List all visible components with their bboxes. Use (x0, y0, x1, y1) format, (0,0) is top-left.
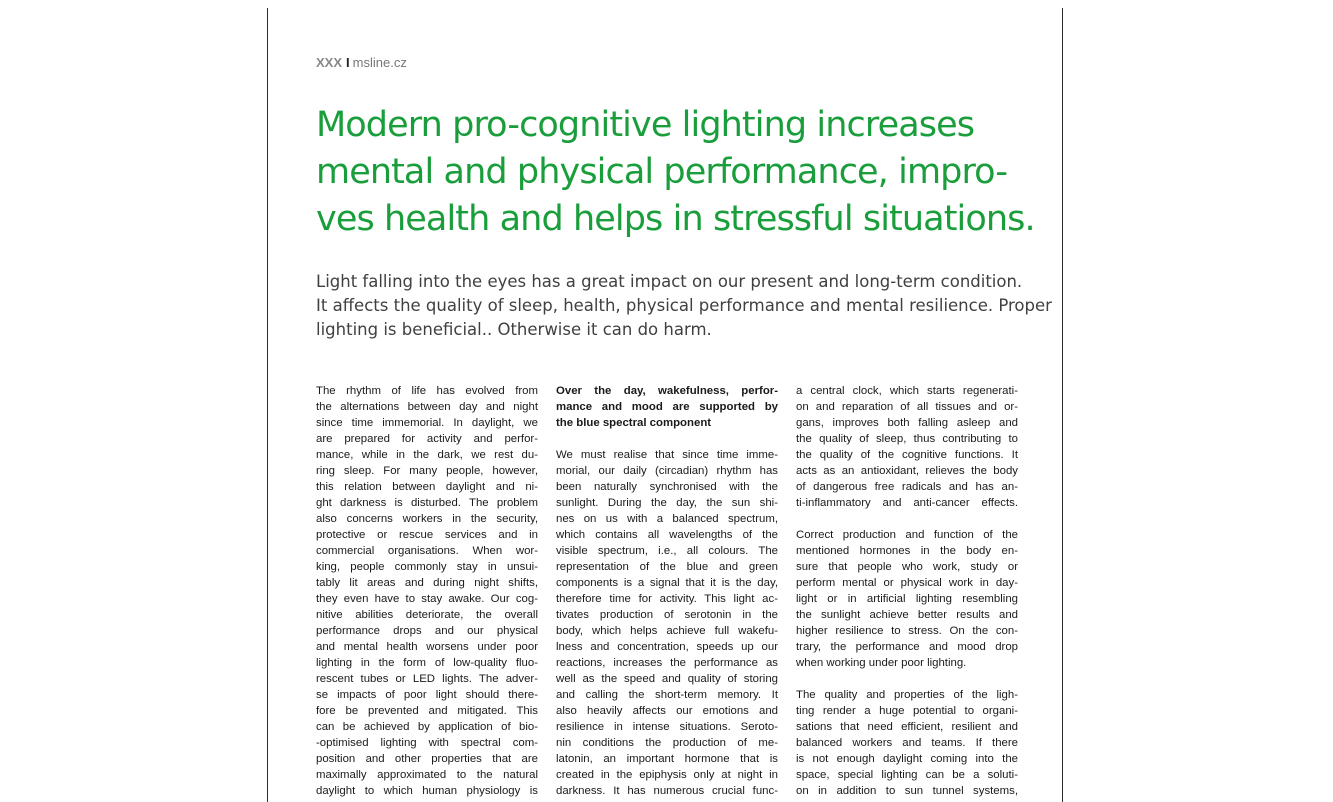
paragraph-gap (556, 431, 778, 447)
column-1-line: also concerns workers in the security, (316, 513, 538, 525)
column-1-line: tably lit areas and during night shifts, (316, 577, 538, 589)
column-2-line: reactions, increases the performance as (556, 657, 778, 669)
column-1-line: this relation between daylight and ni- (316, 481, 538, 493)
column-2-line: We must realise that since time imme- (556, 449, 778, 461)
column-3-line: perform mental or physical work in day- (796, 577, 1018, 589)
column-2-line: and calling the short-term memory. It (556, 689, 778, 701)
column-2-line: well as the speed and quality of storing (556, 673, 778, 685)
column-3-line: the quality of the cognitive functions. It (796, 449, 1018, 461)
column-3-line: a central clock, which starts regenerati- (796, 385, 1018, 397)
column-3-line: trary, the performance and mood drop (796, 641, 1018, 653)
column-1-line: The rhythm of life has evolved from (316, 385, 538, 397)
text-column-2 (556, 383, 778, 799)
column-3-line: Correct production and function of the (796, 529, 1018, 541)
column-1-line: performance drops and our physical (316, 625, 538, 637)
column-1-line: lighting in the form of low-quality fluo- (316, 657, 538, 669)
paragraph-gap (796, 511, 1018, 527)
column-1-line: are prepared for activity and perfor- (316, 433, 538, 445)
column-3-line: gans, improves both falling asleep and (796, 417, 1018, 429)
column-1-line: the alternations between day and night (316, 401, 538, 413)
column-2-line: darkness. It has numerous crucial func- (556, 785, 778, 797)
column-2-heading-line: the blue spectral component (556, 417, 712, 429)
column-3-line: on and reparation of all tissues and or- (796, 401, 1018, 413)
headline-line: Modern pro-cognitive lighting increases (316, 105, 975, 145)
header-separator: I (346, 55, 350, 70)
column-1-line: king, people commonly stay in unsui- (316, 561, 538, 573)
document-page (267, 8, 1063, 802)
column-2-line: morial, our daily (circadian) rhythm has (556, 465, 778, 477)
issue-code: XXX (316, 55, 343, 70)
lead-paragraph (316, 270, 1052, 342)
headline-line: mental and physical performance, impro- (316, 152, 1008, 192)
site-name: msline.cz (352, 55, 407, 70)
column-2-line: nes on us with a balanced spectrum, (556, 513, 778, 525)
column-2-heading-line: mance and mood are supported by (556, 401, 778, 413)
column-3-line: sations that need efficient, resilient and (796, 721, 1018, 733)
column-2-line: tivates production of serotonin in the (556, 609, 778, 621)
column-2-line: also heavily affects our emotions and (556, 705, 778, 717)
column-2-line: lness and concentration, speeds up our (556, 641, 778, 653)
column-3-line: The quality and properties of the ligh- (796, 689, 1018, 701)
column-3-line: ti-inflammatory and anti-cancer effects. (796, 497, 1018, 509)
column-3-line: the quality of sleep, thus contributing to (796, 433, 1018, 445)
column-3-line: space, special lighting can be a soluti- (796, 769, 1018, 781)
column-2-line: latonin, an important hormone that is (556, 753, 778, 765)
column-1-line: daylight to which human physiology is (316, 785, 538, 797)
text-column-1 (316, 383, 538, 799)
column-1-line: mance, while in the dark, we rest du- (316, 449, 538, 461)
column-1-line: can be achieved by application of bio- (316, 721, 538, 733)
column-3-line: the sunlight achieve better results and (796, 609, 1018, 621)
column-1-line: rescent tubes or LED lights. The adver- (316, 673, 538, 685)
column-1-line: -optimised lighting with spectral com- (316, 737, 538, 749)
column-3-line: ting render a huge potential to organi- (796, 705, 1018, 717)
column-1-line: position and other properties that are (316, 753, 538, 765)
column-3-line: when working under poor lighting. (796, 657, 967, 669)
headline-line: ves health and helps in stressful situations. (316, 199, 1035, 239)
column-2-line: created in the epiphysis only at night in (556, 769, 778, 781)
column-1-line: commercial organisations. When wor- (316, 545, 538, 557)
text-column-3 (796, 383, 1018, 799)
column-2-heading-line: Over the day, wakefulness, perfor- (556, 385, 778, 397)
column-1-line: nitive abilities deteriorate, the overall (316, 609, 538, 621)
column-2-line: nin conditions the production of me- (556, 737, 778, 749)
column-1-line: ght darkness is disturbed. The problem (316, 497, 538, 509)
lead-line: lighting is beneficial.. Otherwise it can do harm. (316, 320, 712, 339)
lead-line: Light falling into the eyes has a great impact on our present and long-term condition. (316, 272, 1023, 291)
column-1-line: protective or rescue services and in (316, 529, 538, 541)
column-3-line: is not enough daylight coming into the (796, 753, 1018, 765)
paragraph-gap (796, 671, 1018, 687)
lead-line: It affects the quality of sleep, health, physical performance and mental resilience. Proper (316, 296, 1052, 315)
column-3-line: sure that people who work, study or (796, 561, 1018, 573)
column-2-line: resilience in intense situations. Seroto- (556, 721, 778, 733)
column-3-line: balanced workers and teams. If there (796, 737, 1018, 749)
column-3-line: higher resilience to stress. On the con- (796, 625, 1018, 637)
column-2-line: body, which helps achieve full wakefu- (556, 625, 778, 637)
column-3-line: mentioned hormones in the body en- (796, 545, 1018, 557)
column-2-line: representation of the blue and green (556, 561, 778, 573)
column-1-line: ring sleep. For many people, however, (316, 465, 538, 477)
column-3-line: light or in artificial lighting resembling (796, 593, 1018, 605)
column-2-line: which contains all wavelengths of the (556, 529, 778, 541)
column-1-line: fore be prevented and mitigated. This (316, 705, 538, 717)
column-1-line: since time immemorial. In daylight, we (316, 417, 538, 429)
article-headline (316, 102, 1035, 243)
column-2-line: visible spectrum, i.e., all colours. The (556, 545, 778, 557)
page-header (316, 55, 407, 70)
column-2-line: been naturally synchronised with the (556, 481, 778, 493)
column-2-line: sunlight. During the day, the sun shi- (556, 497, 778, 509)
column-1-line: and mental health worsens under poor (316, 641, 538, 653)
column-3-line: on in addition to sun tunnel systems, (796, 785, 1018, 797)
column-2-line: components is a signal that it is the day, (556, 577, 778, 589)
column-2-line: therefore time for activity. This light ac- (556, 593, 778, 605)
column-1-line: maximally approximated to the natural (316, 769, 538, 781)
column-1-line: se impacts of poor light should there- (316, 689, 538, 701)
column-3-line: of dangerous free radicals and has an- (796, 481, 1018, 493)
column-1-line: they even have to stay awake. Our cog- (316, 593, 538, 605)
column-3-line: acts as an antioxidant, relieves the body (796, 465, 1018, 477)
